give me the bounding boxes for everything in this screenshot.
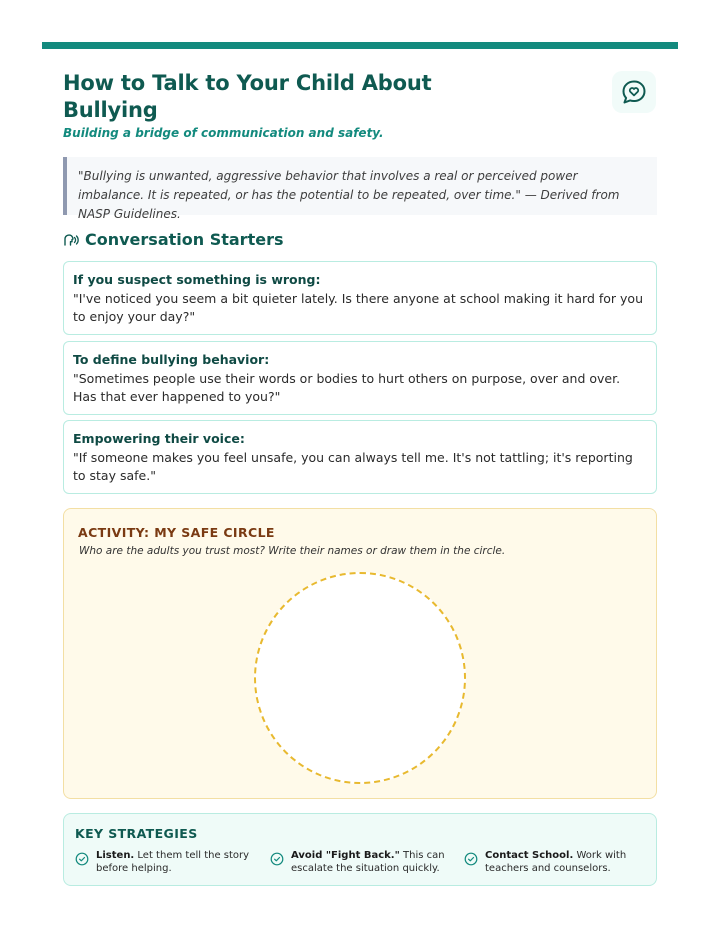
- strategy-label: Listen.: [96, 850, 135, 861]
- strategy-text: This can escalate the situation quickly.: [291, 850, 445, 874]
- strategy-item: [75, 849, 255, 875]
- card-text: "If someone makes you feel unsafe, you can always tell me. It's not tattling; it's reporting to stay safe.": [73, 450, 633, 483]
- conversation-section-header: [63, 230, 283, 249]
- card-text: "I've noticed you seem a bit quieter lately. Is there anyone at school making it hard for you to enjoy your day?": [73, 291, 644, 324]
- strategies-title: KEY STRATEGIES: [75, 826, 198, 841]
- safe-circle-drawing-area[interactable]: [254, 572, 466, 784]
- activity-title: ACTIVITY: MY SAFE CIRCLE: [78, 525, 275, 540]
- conversation-card: [63, 420, 657, 494]
- speaking-head-icon: [63, 232, 79, 248]
- conversation-card: [63, 261, 657, 335]
- safe-circle-activity: [63, 508, 657, 799]
- card-heading: Empowering their voice:: [73, 431, 245, 446]
- page-subtitle: Building a bridge of communication and safety.: [63, 126, 384, 140]
- conversation-card: [63, 341, 657, 415]
- strategy-item: [270, 849, 450, 875]
- check-circle-icon: [270, 851, 284, 865]
- card-heading: If you suspect something is wrong:: [73, 272, 321, 287]
- activity-instructions: Who are the adults you trust most? Write their names or draw them in the circle.: [79, 545, 506, 557]
- top-accent-bar: [42, 42, 678, 49]
- card-heading: To define bullying behavior:: [73, 352, 270, 367]
- check-circle-icon: [464, 851, 478, 865]
- heart-chat-icon: [612, 71, 656, 113]
- strategy-text: Let them tell the story before helping.: [96, 850, 250, 874]
- section-title: Conversation Starters: [85, 230, 284, 249]
- page-title: How to Talk to Your Child About Bullying: [63, 71, 432, 122]
- key-strategies-panel: [63, 813, 657, 886]
- card-text: "Sometimes people use their words or bodies to hurt others on purpose, over and over. Has that ever happened to you?": [73, 371, 621, 404]
- strategy-label: Avoid "Fight Back.": [291, 850, 400, 861]
- strategy-item: [464, 849, 644, 875]
- check-circle-icon: [75, 851, 89, 865]
- definition-quote: "Bullying is unwanted, aggressive behavior that involves a real or perceived power imbalance. It is repeated, or has the potential to be repeated, over time." — Derived from NASP Guidelines.: [63, 157, 657, 215]
- strategy-label: Contact School.: [485, 850, 574, 861]
- strategy-text: Work with teachers and counselors.: [485, 850, 627, 874]
